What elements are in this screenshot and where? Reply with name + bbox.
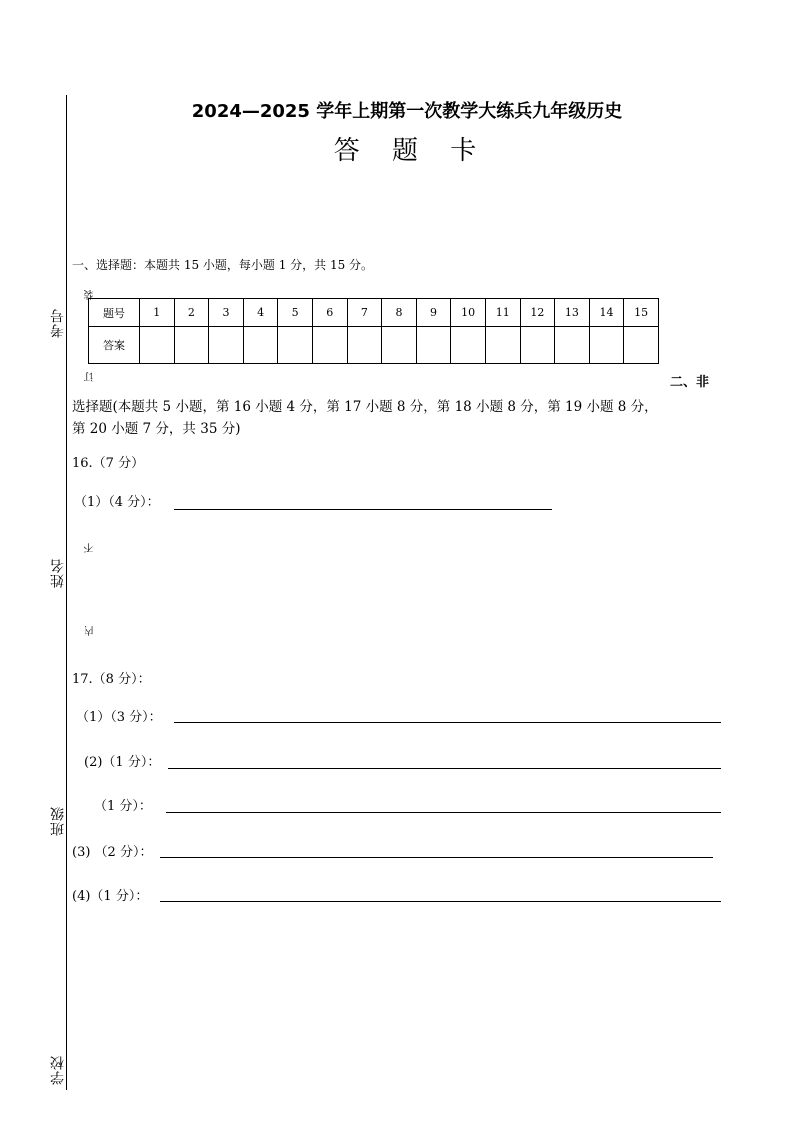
page-subtitle: 答 题 卡	[333, 136, 489, 166]
section2-heading-line1: 选择题(本题共 5 小题，第 16 小题 4 分，第 17 小题 8 分，第 18 小题 8 分，第 19 小题 8 分，	[72, 399, 658, 415]
q17-part1-answer-line[interactable]	[174, 722, 721, 723]
section2-heading-start: 二、非	[670, 375, 710, 390]
question-number-header: 题号	[89, 299, 140, 327]
q17-part2b-label: （1 分）：	[94, 799, 152, 814]
answer-cell[interactable]	[555, 327, 590, 364]
question-number: 14	[589, 299, 624, 327]
section1-heading: 一、选择题：本题共 15 小题，每小题 1 分，共 15 分。	[72, 258, 374, 272]
binding-mark: 不	[85, 543, 96, 553]
binding-line	[66, 95, 67, 1090]
q17-part3-label: (3) （2 分）：	[72, 845, 153, 860]
school-label: 学校	[50, 1055, 66, 1085]
page-title: 2024—2025 学年上期第一次教学大练兵九年级历史	[191, 101, 623, 122]
answer-cell[interactable]	[209, 327, 244, 364]
answer-cell[interactable]	[485, 327, 520, 364]
class-label: 班级	[50, 806, 66, 836]
question-number: 12	[520, 299, 555, 327]
q16-part1-answer-line[interactable]	[174, 509, 552, 510]
answer-cell[interactable]	[278, 327, 313, 364]
question-number: 4	[243, 299, 278, 327]
question-number: 11	[485, 299, 520, 327]
question-number: 2	[174, 299, 209, 327]
q17-part3-answer-line[interactable]	[160, 857, 713, 858]
answer-cell[interactable]	[140, 327, 175, 364]
answer-cell[interactable]	[451, 327, 486, 364]
answer-cell[interactable]	[174, 327, 209, 364]
question-number: 7	[347, 299, 382, 327]
question-number: 8	[382, 299, 417, 327]
answer-cell[interactable]	[520, 327, 555, 364]
binding-mark: 装	[85, 290, 96, 300]
q17-part1-label: （1）（3 分）：	[76, 710, 162, 725]
q17-part2-label: (2)（1 分）：	[84, 755, 161, 770]
q16-label: 16.（7 分）	[72, 456, 145, 471]
answer-cell[interactable]	[589, 327, 624, 364]
answer-cell[interactable]	[243, 327, 278, 364]
question-number: 3	[209, 299, 244, 327]
section2-heading-line2: 第 20 小题 7 分，共 35 分)	[72, 421, 241, 437]
answer-cell[interactable]	[347, 327, 382, 364]
q17-label: 17.（8 分）：	[72, 672, 151, 687]
q16-part1-label: （1）（4 分）：	[74, 495, 160, 510]
question-number: 5	[278, 299, 313, 327]
answer-cell[interactable]	[624, 327, 659, 364]
exam-number-label: 考号	[50, 308, 66, 338]
question-number: 15	[624, 299, 659, 327]
q17-part4-label: (4)（1 分）：	[72, 889, 149, 904]
name-label: 姓名	[50, 558, 66, 588]
q17-part2b-answer-line[interactable]	[166, 812, 721, 813]
question-number: 6	[312, 299, 347, 327]
q17-part2-answer-line[interactable]	[168, 768, 721, 769]
binding-mark: 内	[85, 626, 96, 636]
question-number: 1	[140, 299, 175, 327]
answer-row-header: 答案	[89, 327, 140, 364]
answer-cell[interactable]	[312, 327, 347, 364]
q17-part4-answer-line[interactable]	[160, 901, 721, 902]
answer-cell[interactable]	[382, 327, 417, 364]
question-number: 9	[416, 299, 451, 327]
answer-cell[interactable]	[416, 327, 451, 364]
answer-grid	[88, 298, 659, 364]
question-number: 10	[451, 299, 486, 327]
question-number: 13	[555, 299, 590, 327]
binding-mark: 订	[85, 372, 96, 382]
